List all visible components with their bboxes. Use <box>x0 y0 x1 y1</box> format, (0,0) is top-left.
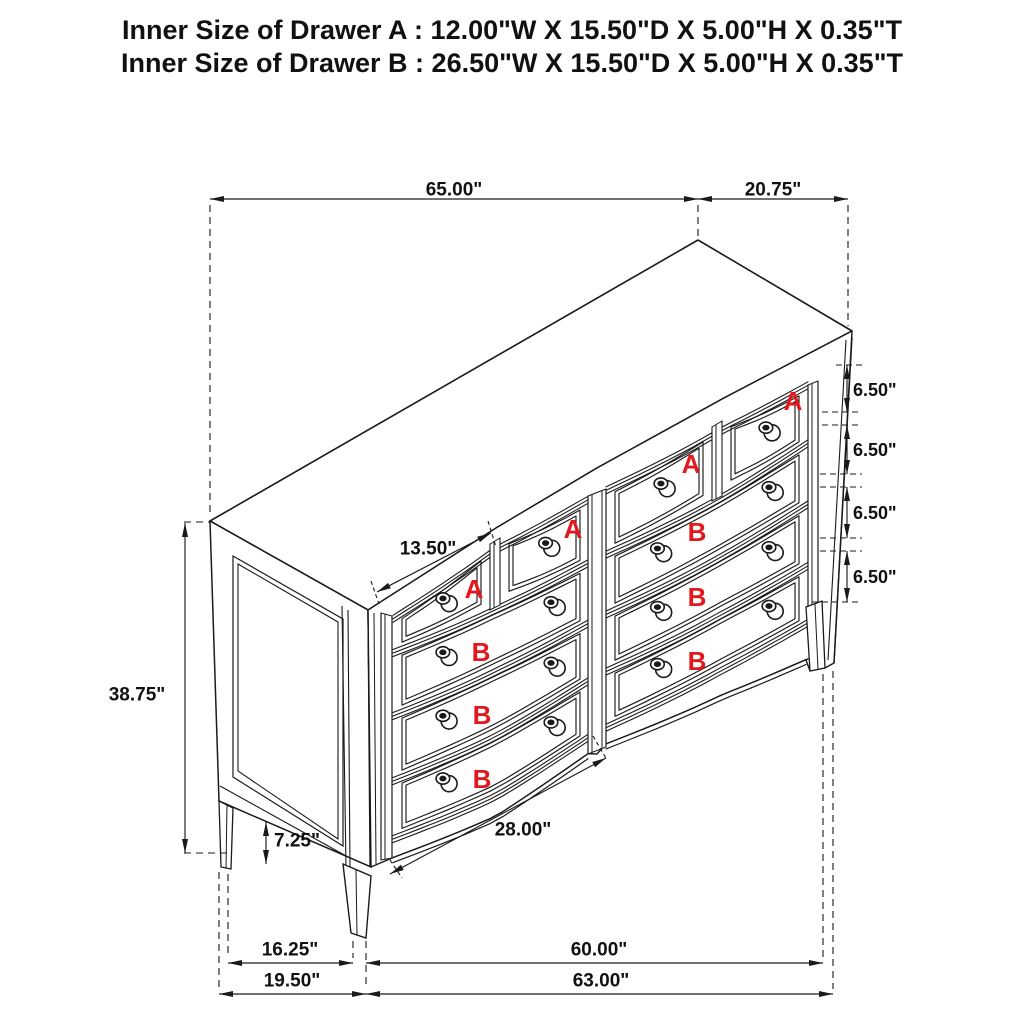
dim-label-side-floor-depth: 19.50" <box>263 970 321 992</box>
drawer-label-a: A <box>563 514 583 544</box>
dim-label-drawer-height-3: 6.50" <box>853 503 897 523</box>
dim-label-drawer-height-4: 6.50" <box>853 567 897 587</box>
drawer-label-b: B <box>687 517 707 547</box>
dim-label-front-bottom-width: 60.00" <box>570 939 628 961</box>
title-drawer-b-size: Inner Size of Drawer B : 26.50"W X 15.50"D X 5.00"H X 0.35"T <box>120 48 903 78</box>
dim-label-front-floor-width: 63.00" <box>572 970 630 992</box>
drawer-label-b: B <box>687 582 707 612</box>
drawer-label-b: B <box>471 637 491 667</box>
dim-label-top-depth: 20.75" <box>744 179 802 201</box>
dim-label-leg-height: 7.25" <box>274 830 320 852</box>
drawer-label-a: A <box>681 449 701 479</box>
dim-label-side-bottom-depth: 16.25" <box>261 939 319 961</box>
drawer-label-b: B <box>472 700 492 730</box>
dim-label-overall-height: 38.75" <box>108 684 166 706</box>
dim-label-large-drawer-width: 28.00" <box>494 819 552 841</box>
drawer-label-a: A <box>783 386 803 416</box>
drawer-label-b: B <box>687 646 707 676</box>
drawer-label-a: A <box>464 574 484 604</box>
dim-label-drawer-height-1: 6.50" <box>853 380 897 400</box>
drawer-label-b: B <box>472 764 492 794</box>
title-drawer-a-size: Inner Size of Drawer A : 12.00"W X 15.50"D X 5.00"H X 0.35"T <box>121 15 902 45</box>
dim-label-top-width: 65.00" <box>425 179 483 201</box>
dim-label-drawer-height-2: 6.50" <box>853 440 897 460</box>
dim-label-small-drawer-width: 13.50" <box>399 538 457 560</box>
